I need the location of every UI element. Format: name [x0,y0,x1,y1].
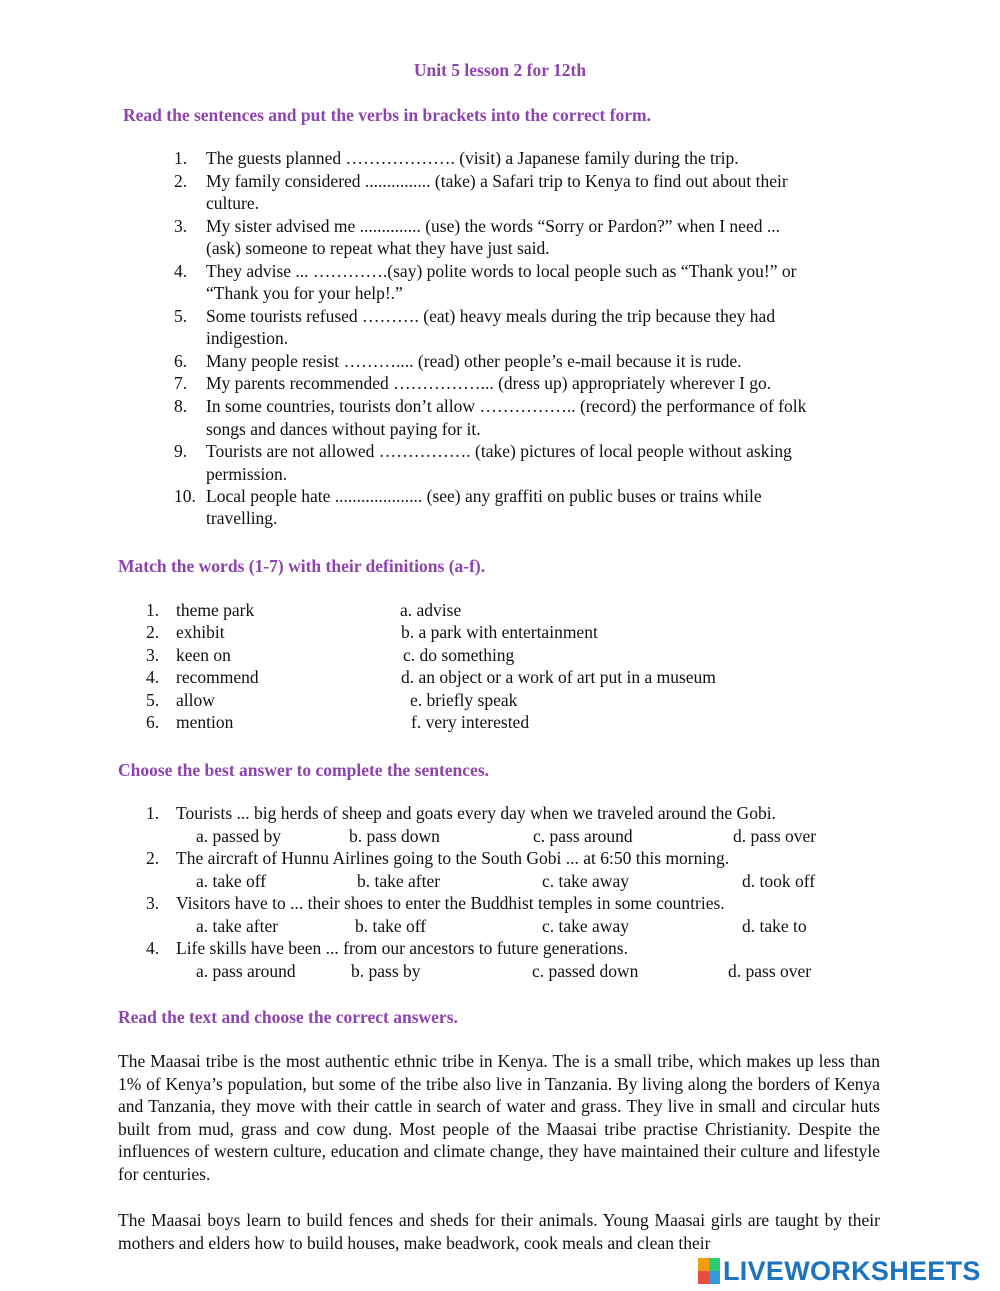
match-number: 2. [146,622,160,642]
item-number: 2. [174,171,188,191]
match-word: keen on [176,645,231,665]
sentence-line: In some countries, tourists don’t allow …………….. (record) the performance of folk [206,396,807,416]
sentence-line: culture. [206,193,259,213]
question-text: The aircraft of Hunnu Airlines going to the South Gobi ... at 6:50 this morning. [176,848,730,868]
section4-heading: Read the text and choose the correct answers. [118,1007,458,1027]
match-definition: a. advise [400,600,462,620]
answer-option: d. pass over [733,826,817,846]
logo-badge-tile [709,1271,720,1284]
liveworksheets-logo [698,1256,994,1286]
reading-paragraph-1: The Maasai tribe is the most authentic ethnic tribe in Kenya. The is a small tribe, which makes up less than 1% of Kenya’s population, but some of the tribe also live in Tanzania. By living along the borders of Kenya and Tanzania, they move with their cattle in search of water and grass. They live in small and circular huts built from mud, grass and cow dung. Most people of the Maasai tribe practise Christianity. Despite the influences of western culture, education and climate change, they have maintained their culture and lifestyle for centuries. [118,1051,880,1184]
answer-option: b. take off [355,916,427,936]
question-number: 1. [146,803,160,823]
sentence-line: indigestion. [206,328,289,348]
answer-option: d. take to [742,916,807,936]
answer-option: d. took off [742,871,816,891]
match-word: exhibit [176,622,225,642]
answer-option: c. passed down [532,961,639,981]
answer-option: a. take after [196,916,279,936]
answer-option: a. pass around [196,961,296,981]
match-number: 6. [146,712,160,732]
sentence-line: (ask) someone to repeat what they have just said. [206,238,550,258]
section1-heading: Read the sentences and put the verbs in brackets into the correct form. [123,105,652,125]
logo-badge-icon [698,1258,720,1284]
sentence-line: My parents recommended ……………... (dress up) appropriately wherever I go. [206,373,772,393]
item-number: 6. [174,351,188,371]
sentence-line: My family considered ............... (take) a Safari trip to Kenya to find out about their [206,171,788,191]
sentence-line: Many people resist ……….... (read) other people’s e-mail because it is rude. [206,351,742,371]
answer-option: c. take away [542,871,629,891]
match-number: 5. [146,690,160,710]
match-definition: c. do something [403,645,515,665]
reading-paragraph-2: The Maasai boys learn to build fences and sheds for their animals. Young Maasai girls are taught by their mothers and elders how to build houses, make beadwork, cook meals and clean their [118,1210,880,1253]
match-word: theme park [176,600,255,620]
match-word: recommend [176,667,259,687]
item-number: 8. [174,396,188,416]
match-word: allow [176,690,215,710]
sentence-line: They advise ... ………….(say) polite words to local people such as “Thank you!” or [206,261,797,281]
sentence-line: The guests planned ………………. (visit) a Japanese family during the trip. [206,148,739,168]
sentence-line: Some tourists refused ………. (eat) heavy meals during the trip because they had [206,306,776,326]
item-number: 7. [174,373,188,393]
answer-option: b. pass by [351,961,421,981]
sentence-line: “Thank you for your help!.” [206,283,403,303]
question-text: Life skills have been ... from our ancestors to future generations. [176,938,628,958]
item-number: 3. [174,216,188,236]
answer-option: c. take away [542,916,629,936]
question-number: 2. [146,848,160,868]
item-number: 9. [174,441,188,461]
item-number: 10. [174,486,196,506]
answer-option: b. take after [357,871,441,891]
sentence-line: permission. [206,464,288,484]
question-number: 4. [146,938,160,958]
question-text: Tourists ... big herds of sheep and goats every day when we traveled around the Gobi. [176,803,776,823]
logo-badge-tile [698,1258,709,1271]
item-number: 1. [174,148,188,168]
sentence-line: travelling. [206,508,278,528]
sentence-line: My sister advised me .............. (use) the words “Sorry or Pardon?” when I need ... [206,216,780,236]
answer-option: a. passed by [196,826,282,846]
question-text: Visitors have to ... their shoes to enter the Buddhist temples in some countries. [176,893,725,913]
match-number: 3. [146,645,160,665]
logo-text: LIVEWORKSHEETS [723,1256,981,1286]
section2-heading: Match the words (1-7) with their definitions (a-f). [118,556,486,576]
answer-option: b. pass down [349,826,440,846]
match-definition: d. an object or a work of art put in a museum [401,667,716,687]
match-word: mention [176,712,234,732]
question-number: 3. [146,893,160,913]
match-definition: e. briefly speak [410,690,518,710]
page-title: Unit 5 lesson 2 for 12th [413,60,587,80]
match-definition: f. very interested [411,712,530,732]
answer-option: c. pass around [533,826,633,846]
answer-option: a. take off [196,871,267,891]
match-number: 4. [146,667,160,687]
sentence-line: Tourists are not allowed ……………. (take) pictures of local people without asking [206,441,792,461]
item-number: 4. [174,261,188,281]
answer-option: d. pass over [728,961,812,981]
match-definition: b. a park with entertainment [401,622,598,642]
section3-heading: Choose the best answer to complete the sentences. [118,760,490,780]
logo-badge-tile [698,1271,709,1284]
logo-badge-tile [709,1258,720,1271]
sentence-line: Local people hate .................... (see) any graffiti on public buses or trains while [206,486,762,506]
item-number: 5. [174,306,188,326]
sentence-line: songs and dances without paying for it. [206,419,481,439]
match-number: 1. [146,600,160,620]
